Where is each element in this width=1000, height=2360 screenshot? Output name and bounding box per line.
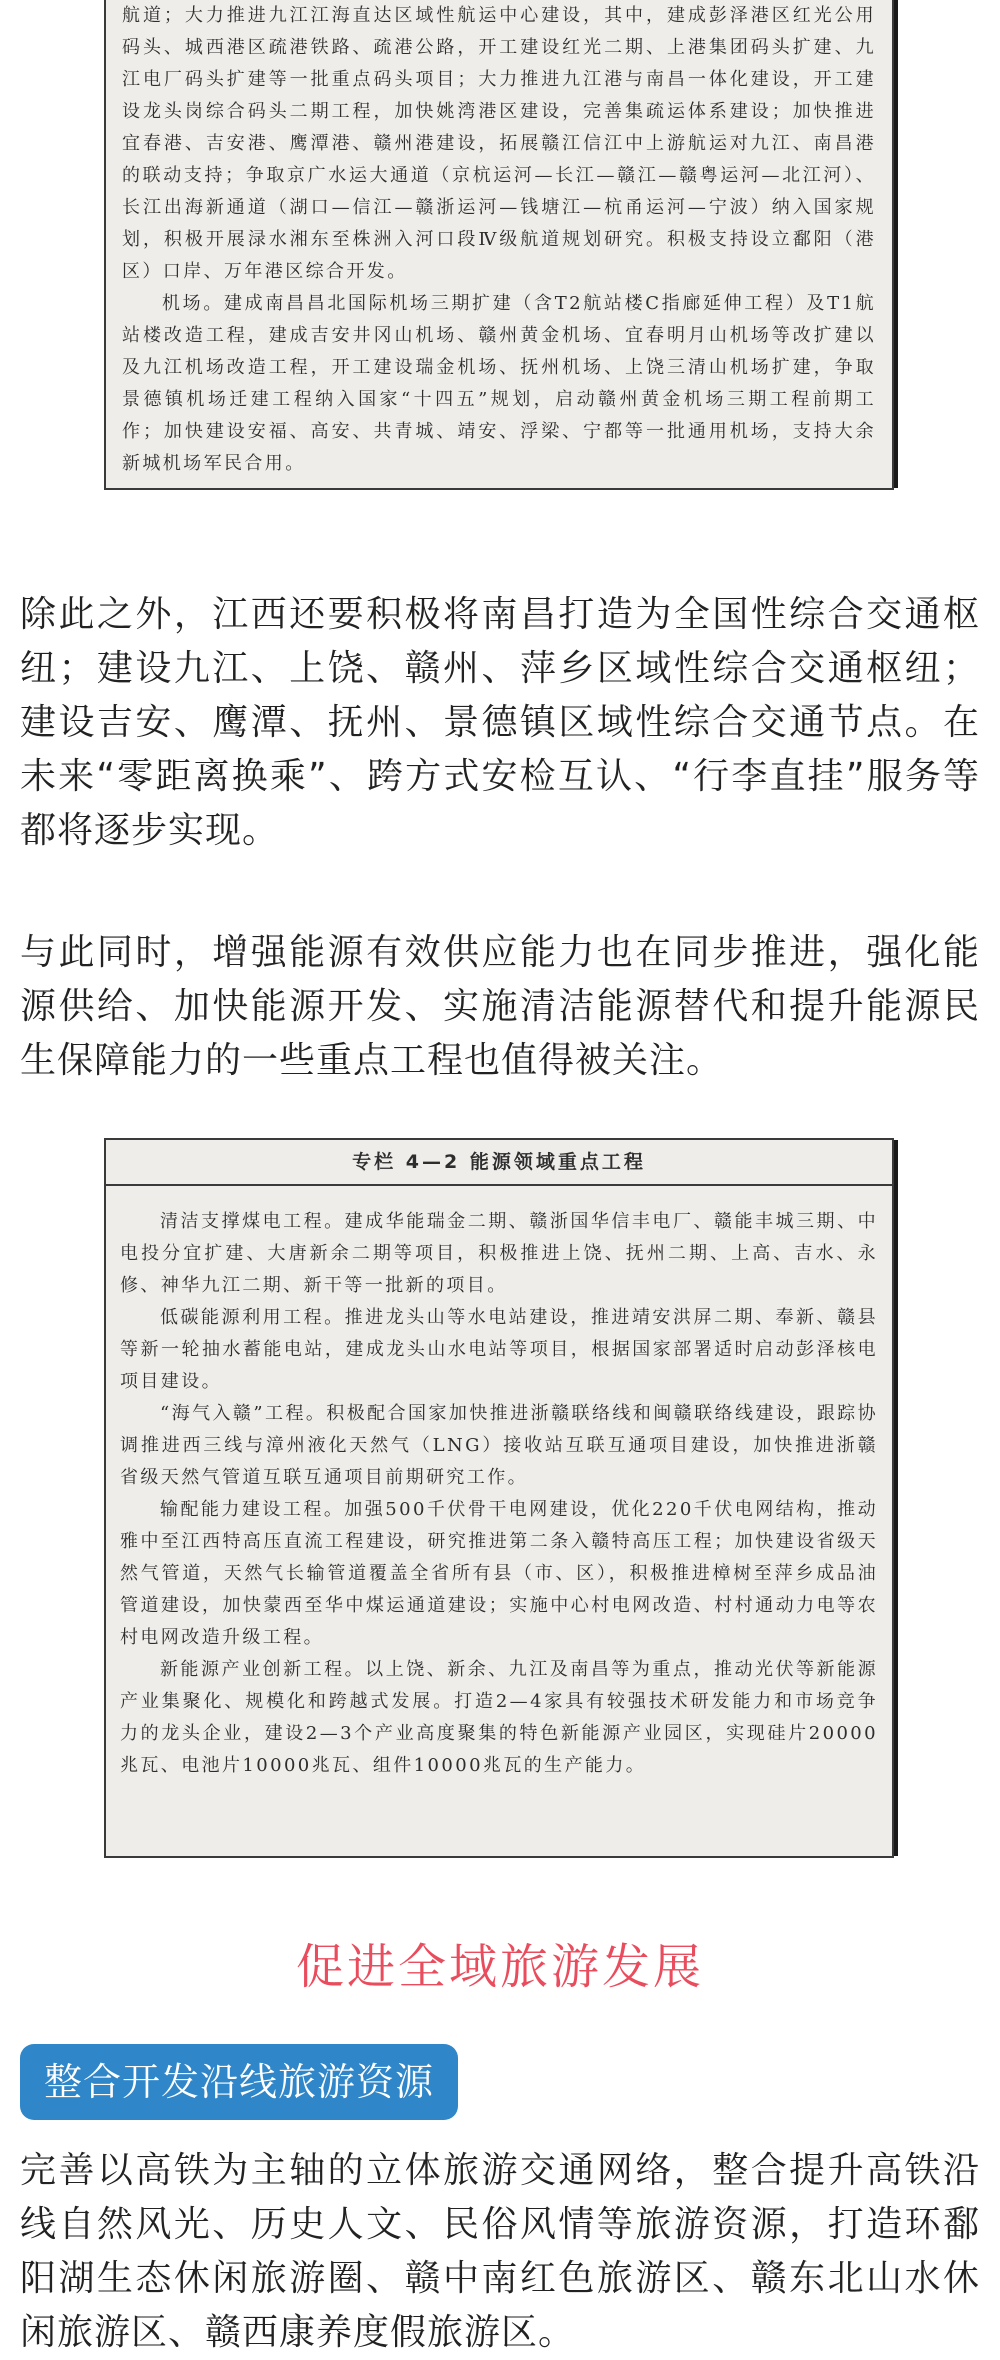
scan-paragraph-new-energy: 新能源产业创新工程。以上饶、新余、九江及南昌等为重点，推动光伏等新能源产业集聚化、规模化和跨越式发展。打造2—4家具有较强技术研发能力和市场竞争力的龙头企业，建设2—3个产业高度聚集的特色新能源产业园区，实现硅片20000兆瓦、电池片10000兆瓦、组件10000兆瓦的生产能力。: [120, 1659, 878, 1776]
article-paragraph-hubs: 除此之外，江西还要积极将南昌打造为全国性综合交通枢纽；建设九江、上饶、赣州、萍乡区域性综合交通枢纽；建设吉安、鹰潭、抚州、景德镇区域性综合交通节点。在未来“零距离换乘”、跨方式安检互认、“行李直挂”服务等都将逐步实现。: [20, 594, 980, 851]
scanned-document-transport: [104, 0, 894, 490]
subheading-pill: 整合开发沿线旅游资源: [20, 2044, 458, 2120]
scan-paragraph-ports: 航道；大力推进九江江海直达区域性航运中心建设，其中，建成彭泽港区红光公用码头、城西港区疏港铁路、疏港公路，开工建设红光二期、上港集团码头扩建、九江电厂码头扩建等一批重点码头项目；大力推进九江港与南昌一体化建设，开工建设龙头岗综合码头二期工程，加快姚湾港区建设，完善集疏运体系建设；加快推进宜春港、吉安港、鹰潭港、赣州港建设，拓展赣江信江中上游航运对九江、南昌港的联动支持；争取京广水运大通道（京杭运河—长江—赣江—赣粤运河—北江河）、长江出海新通道（湖口—信江—赣浙运河—钱塘江—杭甬运河—宁波）纳入国家规划，积极开展渌水湘东至株洲入河口段Ⅳ级航道规划研究。积极支持设立鄱阳（港区）口岸、万年港区综合开发。: [122, 5, 876, 282]
scanned-document-energy: [104, 1138, 894, 1858]
energy-box-title: 专栏 4—2 能源领域重点工程: [106, 1140, 892, 1186]
energy-box-body: [120, 1186, 878, 1782]
scan-paragraph-low-carbon: 低碳能源利用工程。推进龙头山等水电站建设，推进靖安洪屏二期、奉新、赣县等新一轮抽水蓄能电站，建成龙头山水电站等项目，根据国家部署适时启动彭泽核电项目建设。: [120, 1307, 878, 1392]
scan-paragraph-grid: 输配能力建设工程。加强500千伏骨干电网建设，优化220千伏电网结构，推动雅中至江西特高压直流工程建设，研究推进第二条入赣特高压工程；加快建设省级天然气管道，天然气长输管道覆盖全省所有县（市、区），积极推进樟树至萍乡成品油管道建设，加快蒙西至华中煤运通道建设；实施中心村电网改造、村村通动力电等农村电网改造升级工程。: [120, 1499, 878, 1648]
scan-paragraph-airports: 机场。建成南昌昌北国际机场三期扩建（含T2航站楼C指廊延伸工程）及T1航站楼改造工程，建成吉安井冈山机场、赣州黄金机场、宜春明月山机场等改扩建以及九江机场改造工程，开工建设瑞金机场、抚州机场、上饶三清山机场扩建，争取景德镇机场迁建工程纳入国家“十四五”规划，启动赣州黄金机场三期工程前期工作；加快建设安福、高安、共青城、靖安、浮梁、宁都等一批通用机场，支持大余新城机场军民合用。: [122, 293, 876, 474]
scan-paragraph-coal-power: 清洁支撑煤电工程。建成华能瑞金二期、赣浙国华信丰电厂、赣能丰城三期、中电投分宜扩建、大唐新余二期等项目，积极推进上饶、抚州二期、上高、吉水、永修、神华九江二期、新干等一批新的项目。: [120, 1211, 878, 1296]
article-paragraph-energy: 与此同时，增强能源有效供应能力也在同步推进，强化能源供给、加快能源开发、实施清洁能源替代和提升能源民生保障能力的一些重点工程也值得被关注。: [20, 932, 980, 1081]
scan-paragraph-gas-import: “海气入赣”工程。积极配合国家加快推进浙赣联络线和闽赣联络线建设，跟踪协调推进西三线与漳州液化天然气（LNG）接收站互联互通项目建设，加快推进浙赣省级天然气管道互联互通项目前期研究工作。: [120, 1403, 878, 1488]
section-heading: 促进全域旅游发展: [295, 1939, 704, 1995]
article-paragraph-tourism: 完善以高铁为主轴的立体旅游交通网络，整合提升高铁沿线自然风光、历史人文、民俗风情等旅游资源，打造环鄱阳湖生态休闲旅游圈、赣中南红色旅游区、赣东北山水休闲旅游区、赣西康养度假旅游区。: [20, 2150, 980, 2353]
